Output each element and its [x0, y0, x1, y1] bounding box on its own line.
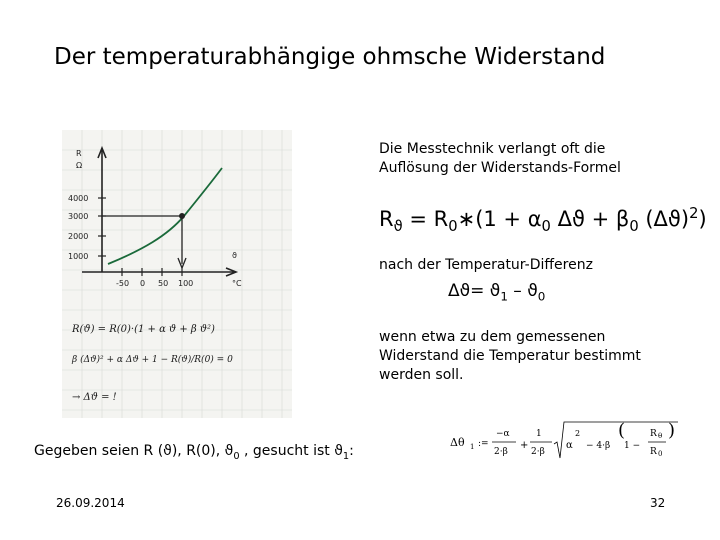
- formula-part: = R: [402, 207, 449, 231]
- sol-r-num: R: [650, 429, 657, 439]
- handwritten-sketch-image: [62, 130, 292, 418]
- footer-date: 26.09.2014: [56, 496, 125, 510]
- sketch-x-tick: -50: [116, 279, 130, 288]
- sketch-y-tick: 1000: [68, 252, 89, 261]
- sol-frac2-num: 1: [536, 429, 542, 439]
- sol-alpha: α: [566, 440, 573, 451]
- sol-lhs-sub: 1: [470, 443, 475, 451]
- sketch-y-tick: 4000: [68, 194, 89, 203]
- sol-r-den-sub: 0: [658, 450, 663, 458]
- delta-formula: [448, 281, 545, 303]
- solution-formula: [448, 418, 680, 468]
- given-part: , gesucht ist ϑ: [239, 443, 343, 459]
- formula-part: R: [379, 207, 394, 231]
- after-text: nach der Temperatur-Differenz: [379, 257, 593, 273]
- delta-part: Δϑ= ϑ: [448, 281, 501, 301]
- sketch-y-tick: 2000: [68, 232, 89, 241]
- sol-two: 2: [575, 429, 581, 438]
- resistance-formula: [379, 205, 707, 235]
- svg-text:(: (: [618, 420, 626, 441]
- footer-page-number: 32: [650, 496, 666, 510]
- sol-lhs: Δθ: [450, 436, 465, 449]
- when-text: wenn etwa zu dem gemessenen Widerstand die Temperatur bestimmt werden soll.: [379, 329, 641, 383]
- svg-text:): ): [668, 420, 676, 441]
- delta-sub: 1: [500, 289, 508, 304]
- formula-part: ): [698, 207, 707, 231]
- sol-frac1-num: −α: [496, 429, 510, 439]
- given-text: [34, 443, 354, 462]
- sol-minus4b: − 4·β: [586, 441, 611, 451]
- sol-r-num-sub: θ: [658, 432, 663, 440]
- formula-part: Δϑ + β: [550, 207, 630, 231]
- given-sub: 0: [233, 450, 240, 462]
- given-part: Gegeben seien R (ϑ), R(0), ϑ: [34, 443, 234, 459]
- formula-part: (Δϑ): [638, 207, 690, 231]
- sketch-y-tick: 3000: [68, 212, 89, 221]
- sketch-x-tick: 50: [158, 279, 169, 288]
- sol-r-den: R: [650, 447, 657, 457]
- delta-part: – ϑ: [507, 281, 538, 301]
- sol-plus: +: [520, 440, 529, 451]
- sketch-y-unit: Ω: [76, 161, 83, 170]
- given-sub: 1: [342, 450, 350, 462]
- sol-frac2-den: 2·β: [531, 447, 545, 457]
- formula-sub: 0: [629, 218, 639, 236]
- sol-assign: :=: [478, 439, 489, 449]
- sol-frac1-den: 2·β: [494, 447, 508, 457]
- sketch-equation-1: R(ϑ) = R(0)·(1 + α ϑ + β ϑ²): [72, 324, 215, 335]
- given-part: :: [349, 443, 354, 459]
- sketch-equation-3: → Δϑ = !: [72, 392, 117, 403]
- sketch-x-label: ϑ: [232, 251, 237, 260]
- formula-sup: 2: [689, 205, 699, 222]
- intro-text: Die Messtechnik verlangt oft die Auflösung der Widerstands-Formel: [379, 141, 621, 176]
- sketch-x-tick: 0: [140, 279, 146, 288]
- sketch-x-unit: °C: [232, 279, 242, 288]
- sketch-equation-2: β (Δϑ)² + α Δϑ + 1 − R(ϑ)/R(0) = 0: [72, 355, 233, 365]
- formula-sub: 0: [448, 218, 458, 236]
- formula-part: ∗(1 + α: [457, 207, 542, 231]
- sketch-y-label: R: [76, 149, 82, 158]
- delta-sub: 0: [537, 289, 546, 304]
- formula-sub: ϑ: [393, 218, 403, 236]
- formula-sub: 0: [541, 218, 551, 236]
- slide-title: Der temperaturabhängige ohmsche Widerstand: [54, 44, 606, 70]
- sketch-x-tick: 100: [178, 279, 194, 288]
- sol-one-minus: 1 −: [624, 441, 641, 451]
